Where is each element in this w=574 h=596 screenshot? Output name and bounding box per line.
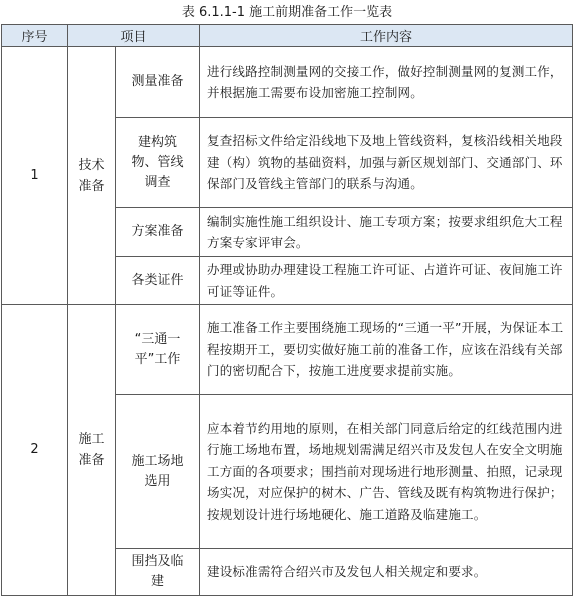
group-number: 1 <box>2 47 68 305</box>
table-header-row <box>2 25 573 47</box>
group-item: 技术 准备 <box>68 47 116 305</box>
work-content: 进行线路控制测量网的交接工作，做好控制测量网的复测工作，并根据施工需要布设加密施工控制网。 <box>200 47 573 118</box>
work-content: 应本着节约用地的原则，在相关部门同意后给定的红线范围内进行施工场地布置，场地规划需满足绍兴市及发包人在安全文明施工方面的各项要求；围挡前对现场进行地形测量、拍照，记录现场实况，对应保护的树木、广告、管线及既有构筑物进行保护；按规划设计进行场地硬化、施工道路及临建施工。 <box>200 395 573 549</box>
table-caption: 表 6.1.1-1 施工前期准备工作一览表 <box>181 5 393 20</box>
sub-item: “三通一 平”工作 <box>116 305 200 395</box>
preparation-table <box>1 24 573 596</box>
sub-item: 建构筑 物、管线 调查 <box>116 118 200 208</box>
sub-item: 测量准备 <box>116 47 200 118</box>
header-no: 序号 <box>2 25 68 47</box>
work-content: 施工准备工作主要围绕施工现场的“三通一平”开展，为保证本工程按期开工，要切实做好施工前的准备工作，应该在沿线有关部门的密切配合下，按施工进度要求提前实施。 <box>200 305 573 395</box>
header-item: 项目 <box>68 25 200 47</box>
group-number: 2 <box>2 305 68 596</box>
header-content: 工作内容 <box>200 25 573 47</box>
work-content: 办理或协助办理建设工程施工许可证、占道许可证、夜间施工许可证等证件。 <box>200 257 573 305</box>
table-row <box>2 305 573 395</box>
sub-item: 方案准备 <box>116 208 200 257</box>
table-row <box>2 47 573 118</box>
sub-item: 施工场地 选用 <box>116 395 200 549</box>
work-content: 复查招标文件给定沿线地下及地上管线资料，复核沿线相关地段建（构）筑物的基础资料，加强与新区规划部门、交通部门、环保部门及管线主管部门的联系与沟通。 <box>200 118 573 208</box>
group-item: 施工 准备 <box>68 305 116 596</box>
work-content: 建设标准需符合绍兴市及发包人相关规定和要求。 <box>200 549 573 596</box>
work-content: 编制实施性施工组织设计、施工专项方案；按要求组织危大工程方案专家评审会。 <box>200 208 573 257</box>
sub-item: 围挡及临 建 <box>116 549 200 596</box>
sub-item: 各类证件 <box>116 257 200 305</box>
